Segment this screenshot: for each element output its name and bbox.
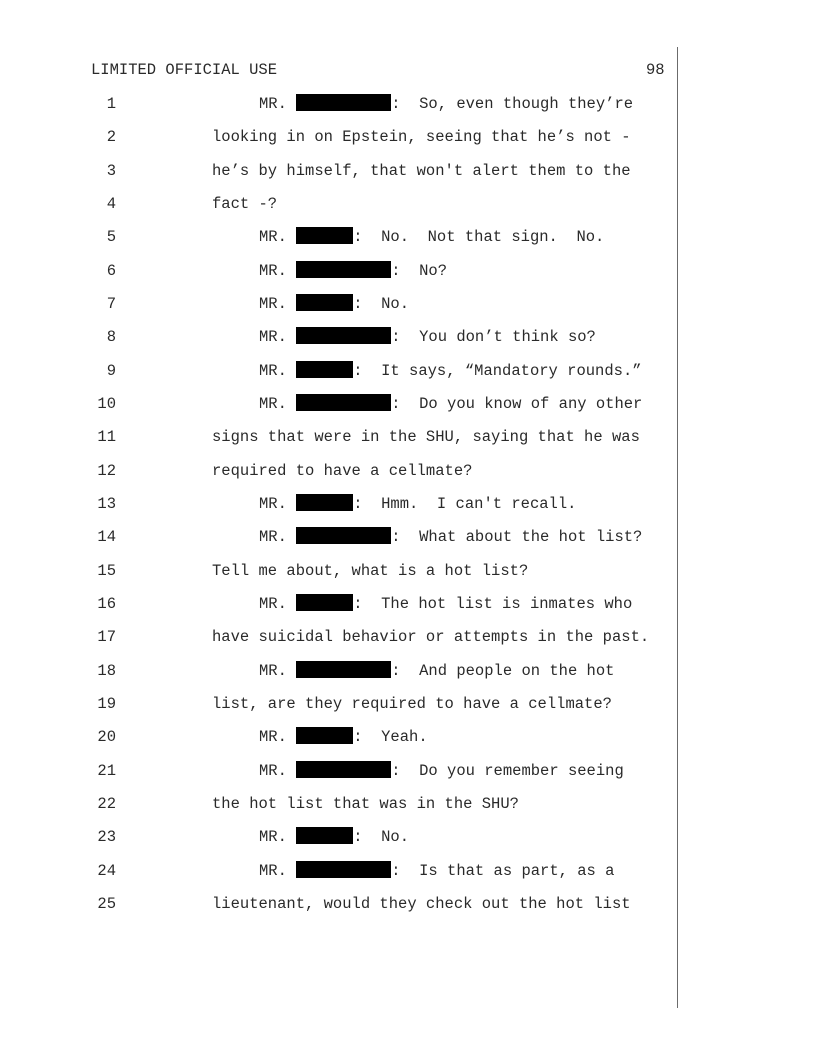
redaction-block: [296, 94, 391, 111]
speaker-line: [259, 861, 614, 881]
transcript-line: [0, 94, 680, 127]
speaker-prefix: MR.: [259, 594, 297, 613]
transcript-line: [0, 594, 680, 627]
redaction-block: [296, 294, 353, 311]
speech-text: have suicidal behavior or attempts in the past.: [212, 628, 650, 647]
transcript-line: [0, 494, 680, 527]
transcript-line: [0, 861, 680, 894]
transcript-line: [0, 827, 680, 860]
transcript-line: [0, 194, 680, 227]
redaction-block: [296, 361, 353, 378]
speaker-line: [259, 494, 576, 514]
line-number: 15: [97, 561, 116, 580]
transcript-line: [0, 227, 680, 260]
redaction-block: [296, 827, 353, 844]
redaction-block: [296, 494, 353, 511]
speech-text: : Do you remember seeing: [391, 761, 624, 780]
line-number: 18: [97, 661, 116, 680]
classification-header: LIMITED OFFICIAL USE: [91, 61, 278, 79]
speaker-line: [259, 361, 642, 381]
speaker-prefix: MR.: [259, 661, 297, 680]
transcript-line: [0, 694, 680, 727]
speech-text: : No.: [353, 828, 410, 847]
speech-text: the hot list that was in the SHU?: [212, 794, 519, 813]
speech-text: looking in on Epstein, seeing that he’s not -: [212, 128, 631, 147]
line-number: 21: [97, 761, 116, 780]
transcript-line: [0, 794, 680, 827]
transcript-line: [0, 627, 680, 660]
speech-text: : Do you know of any other: [391, 394, 643, 413]
redaction-block: [296, 661, 391, 678]
redaction-block: [296, 761, 391, 778]
line-number: 23: [97, 828, 116, 847]
transcript-line: [0, 161, 680, 194]
speech-text: : Hmm. I can't recall.: [353, 494, 577, 513]
speaker-line: [259, 761, 624, 781]
speaker-prefix: MR.: [259, 494, 297, 513]
line-number: 22: [97, 794, 116, 813]
line-number: 1: [106, 95, 116, 113]
line-number: 16: [97, 594, 116, 613]
line-number: 19: [97, 694, 116, 713]
speaker-prefix: MR.: [259, 95, 297, 113]
speaker-line: [259, 327, 596, 347]
speaker-prefix: MR.: [259, 328, 297, 347]
line-number: 12: [97, 461, 116, 480]
speaker-line: [259, 394, 642, 414]
redaction-block: [296, 594, 353, 611]
redaction-block: [296, 527, 391, 544]
speech-text: : No?: [391, 261, 448, 280]
transcript-line: [0, 261, 680, 294]
speech-text: : You don’t think so?: [391, 328, 596, 347]
redaction-block: [296, 394, 391, 411]
redaction-block: [296, 227, 353, 244]
transcript-line: [0, 761, 680, 794]
transcript-line: [0, 894, 680, 927]
speech-text: Tell me about, what is a hot list?: [212, 561, 529, 580]
line-number: 9: [106, 361, 116, 380]
transcript-line: [0, 661, 680, 694]
speech-text: signs that were in the SHU, saying that he was: [212, 428, 640, 447]
speech-text: : It says, “Mandatory rounds.”: [353, 361, 642, 380]
line-number: 4: [106, 194, 116, 213]
speech-text: fact -?: [212, 194, 278, 213]
line-number: 10: [97, 394, 116, 413]
line-number: 8: [106, 328, 116, 347]
continuation-line: [212, 794, 519, 814]
redaction-block: [296, 727, 353, 744]
line-number: 3: [106, 161, 116, 180]
transcript-line: [0, 427, 680, 460]
line-number: 7: [106, 294, 116, 313]
line-number: 14: [97, 528, 116, 547]
speech-text: : So, even though they’re: [391, 95, 634, 113]
transcript-line: [0, 461, 680, 494]
line-number: 13: [97, 494, 116, 513]
line-number: 17: [97, 628, 116, 647]
continuation-line: [212, 127, 631, 147]
speaker-line: [259, 94, 633, 114]
continuation-line: [212, 194, 277, 214]
speaker-prefix: MR.: [259, 294, 297, 313]
speaker-prefix: MR.: [259, 228, 297, 247]
page-number: 98: [646, 61, 665, 79]
speaker-prefix: MR.: [259, 394, 297, 413]
line-number: 2: [106, 128, 116, 147]
continuation-line: [212, 694, 612, 714]
speech-text: lieutenant, would they check out the hot list: [212, 894, 631, 913]
speech-text: : And people on the hot: [391, 661, 615, 680]
speaker-prefix: MR.: [259, 528, 297, 547]
speech-text: : The hot list is inmates who: [353, 594, 633, 613]
speaker-line: [259, 727, 428, 747]
speech-text: : Is that as part, as a: [391, 861, 615, 880]
line-number: 24: [97, 861, 116, 880]
continuation-line: [212, 461, 472, 481]
speech-text: : No.: [353, 294, 410, 313]
transcript-line: [0, 361, 680, 394]
transcript-line: [0, 327, 680, 360]
transcript-lines: [0, 94, 680, 927]
speaker-line: [259, 527, 642, 547]
transcript-line: [0, 561, 680, 594]
continuation-line: [212, 627, 649, 647]
speaker-line: [259, 227, 604, 247]
speech-text: list, are they required to have a cellmate?: [212, 694, 612, 713]
speaker-prefix: MR.: [259, 761, 297, 780]
transcript-line: [0, 394, 680, 427]
speaker-line: [259, 261, 447, 281]
continuation-line: [212, 427, 640, 447]
speech-text: : No. Not that sign. No.: [353, 228, 605, 247]
speech-text: : Yeah.: [353, 728, 428, 747]
redaction-block: [296, 327, 391, 344]
continuation-line: [212, 894, 631, 914]
speech-text: : What about the hot list?: [391, 528, 643, 547]
speaker-prefix: MR.: [259, 828, 297, 847]
speaker-line: [259, 294, 409, 314]
transcript-line: [0, 727, 680, 760]
line-number: 5: [106, 228, 116, 247]
redaction-block: [296, 261, 391, 278]
continuation-line: [212, 161, 631, 181]
speech-text: he’s by himself, that won't alert them to the: [212, 161, 631, 180]
speaker-prefix: MR.: [259, 261, 297, 280]
speech-text: required to have a cellmate?: [212, 461, 473, 480]
speaker-prefix: MR.: [259, 728, 297, 747]
continuation-line: [212, 561, 528, 581]
transcript-line: [0, 527, 680, 560]
line-number: 25: [97, 894, 116, 913]
transcript-line: [0, 127, 680, 160]
line-number: 6: [106, 261, 116, 280]
speaker-prefix: MR.: [259, 861, 297, 880]
speaker-prefix: MR.: [259, 361, 297, 380]
transcript-line: [0, 294, 680, 327]
line-number: 11: [97, 428, 116, 447]
line-number: 20: [97, 728, 116, 747]
speaker-line: [259, 594, 632, 614]
redaction-block: [296, 861, 391, 878]
speaker-line: [259, 661, 614, 681]
speaker-line: [259, 827, 409, 847]
